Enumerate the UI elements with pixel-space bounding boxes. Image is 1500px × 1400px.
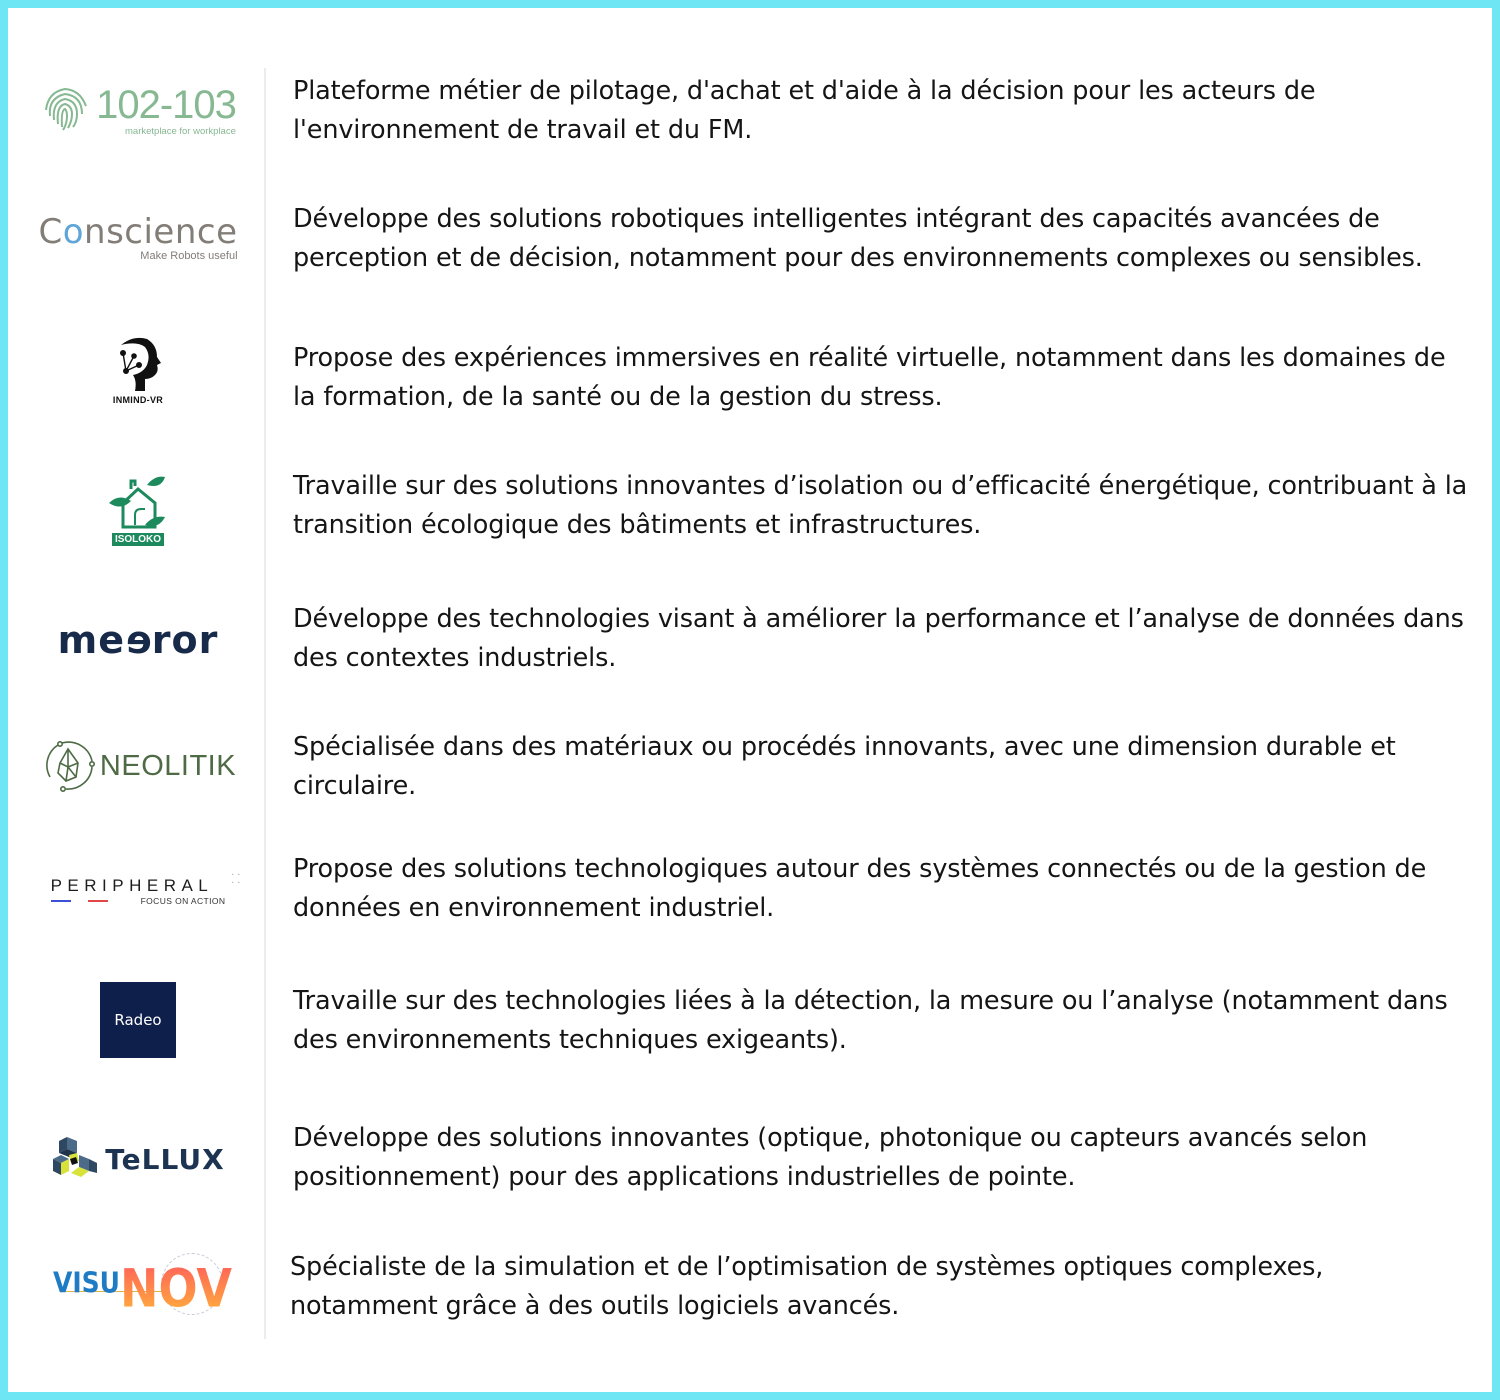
logo-peripheral <box>28 866 248 916</box>
head-network-icon <box>113 335 163 393</box>
logo-tellux <box>28 1132 248 1186</box>
logo-inmind-vr-name: INMIND-VR <box>112 395 164 405</box>
logo-visunov-visu: VISU <box>53 1265 120 1300</box>
logo-meeror-end: ror <box>151 618 219 662</box>
fingerprint-icon <box>40 86 90 136</box>
content-frame <box>8 8 1492 1392</box>
cubes-icon <box>51 1135 99 1183</box>
logo-conscience-tagline: Make Robots useful <box>140 250 238 262</box>
logo-radeo-name: Radeo <box>114 1011 162 1029</box>
company-description: Propose des expériences immersives en réalité virtuelle, notamment dans les domaines de la formation, de la santé ou de la gestion du stress. <box>293 343 1446 412</box>
logo-meeror-name <box>58 618 219 662</box>
logo-conscience-c: C <box>38 212 63 252</box>
dots-icon: ·· ·· <box>231 870 244 889</box>
company-description: Développe des technologies visant à améliorer la performance et l’analyse de données dans des contextes industriels. <box>293 604 1464 673</box>
logo-radeo <box>28 981 248 1059</box>
company-description: Spécialiste de la simulation et de l’optimisation de systèmes optiques complexes, notamment grâce à des outils logiciels avancés. <box>290 1252 1324 1321</box>
flag-red-bar <box>88 900 108 902</box>
robot-face-icon: o <box>62 212 85 252</box>
logo-conscience-rest: nscience <box>84 212 238 252</box>
logo-visunov <box>28 1253 248 1320</box>
logo-tellux-name: TeLLUX <box>105 1142 225 1176</box>
company-description: Propose des solutions technologiques autour des systèmes connectés ou de la gestion de données en environnement industriel. <box>293 854 1427 923</box>
company-description: Développe des solutions innovantes (optique, photonique ou capteurs avancés selon positionnement) pour des applications industrielles de pointe. <box>293 1123 1368 1192</box>
logo-conscience <box>28 208 248 268</box>
company-description: Travaille sur des technologies liées à la détection, la mesure ou l’analyse (notamment dans des environnements techniques exigeants). <box>293 986 1448 1055</box>
company-description: Développe des solutions robotiques intelligentes intégrant des capacités avancées de perception et de décision, notamment pour des environnements complexes ou sensibles. <box>293 204 1423 273</box>
logo-neolitik <box>28 734 248 798</box>
logo-102-103-tagline: marketplace for workplace <box>125 126 236 137</box>
logo-neolitik-name: NEOLITIK <box>99 749 237 782</box>
vertical-divider <box>264 68 266 1339</box>
logo-isoloko-name: ISOLOKO <box>112 533 164 546</box>
eco-house-icon <box>105 475 171 535</box>
company-description: Spécialisée dans des matériaux ou procédés innovants, avec une dimension durable et circulaire. <box>293 732 1396 801</box>
logo-peripheral-tagline: FOCUS ON ACTION <box>140 896 226 906</box>
logo-102-103-name: 102-103 <box>96 83 236 127</box>
logo-visunov-nov: NOV <box>119 1256 232 1320</box>
logo-meeror-start: me <box>57 618 125 662</box>
logo-meeror <box>28 612 248 668</box>
company-description: Travaille sur des solutions innovantes d’isolation ou d’efficacité énergétique, contribuant à la transition écologique des bâtiments et infrastructures. <box>293 471 1468 540</box>
logo-conscience-name <box>38 214 237 250</box>
crystal-orbit-icon <box>40 737 98 795</box>
company-description: Plateforme métier de pilotage, d'achat et d'aide à la décision pour les acteurs de l'environnement de travail et du FM. <box>293 76 1316 145</box>
flag-blue-bar <box>51 900 71 902</box>
logo-isoloko <box>28 470 248 550</box>
logo-102-103 <box>28 78 248 144</box>
logo-meeror-flipped-e: e <box>125 618 152 662</box>
logo-peripheral-name: PERIPHERAL <box>50 876 214 895</box>
logo-inmind-vr <box>28 330 248 410</box>
